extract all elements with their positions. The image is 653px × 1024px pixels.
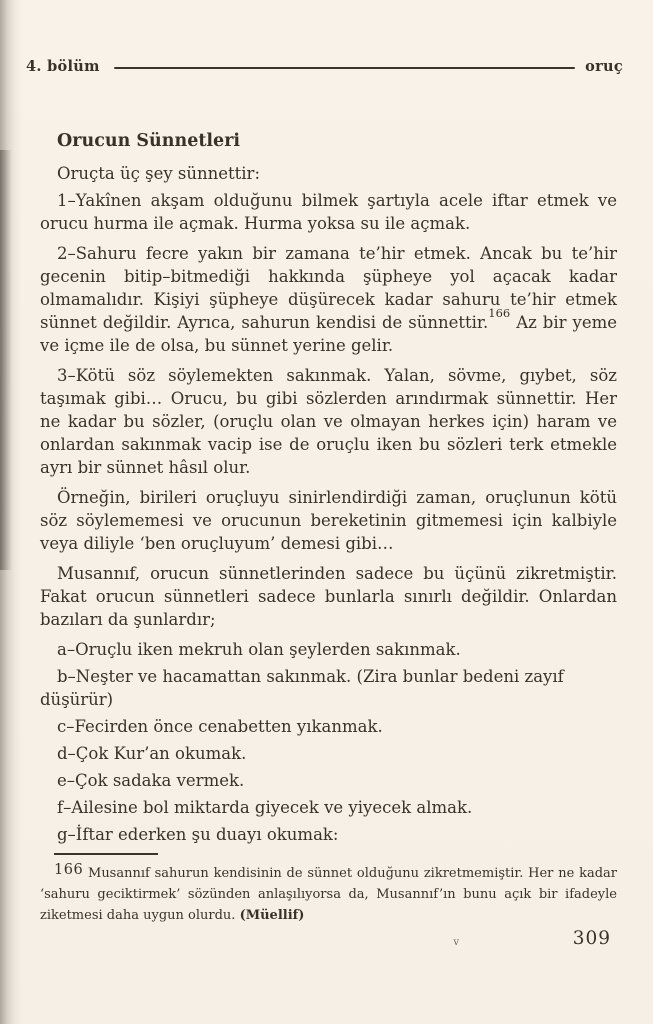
scan-binding-shadow-dark <box>0 150 12 570</box>
paragraph-3-text: 3–Kötü söz söylemekten sakınmak. Yalan, sövme, gıybet, söz taşımak gibi… Orucu, bu gibi sözlerden arındırmak sünnettir. Her ne kadar bu sözler, (oruçlu olan ve olmayan herkes için) haram ve onlardan sakınmak vacip ise de oruçlu iken bu sözleri terk etmekle ayrı bir sünnet hâsıl olur. <box>40 366 617 477</box>
list-item-g: g–İftar ederken şu duayı okumak: <box>57 825 339 844</box>
paragraph-2-text: 2–Sahuru fecre yakın bir zamana te’hir etmek. Ancak bu te’hir gecenin bitip–bitmediği hakkında şüpheye yol açacak kadar olmamalıdır. Kişiyi şüpheye düşürecek kadar sahuru te’hir etmek sünnet değildir. Ayrıca, sahurun kendisi de sünnettir. <box>40 244 617 332</box>
section-heading: Orucun Sünnetleri <box>57 131 241 151</box>
chapter-label: 4. bölüm <box>26 58 100 75</box>
paragraph-4-text: Örneğin, birileri oruçluyu sinirlendirdiği zaman, oruçlunun kötü söz söylememesi ve orucunun bereketinin gitmemesi için kalbiyle veya diliyle ‘ben oruçluyum’ demesi gibi… <box>40 488 617 553</box>
footnote-divider <box>54 853 158 855</box>
paragraph-2-text-after: Az bir yeme ve içme ile de olsa, bu sünnet yerine gelir. <box>40 313 617 355</box>
footnote-reference-166: 166 <box>488 305 511 320</box>
footnote-block <box>40 853 617 926</box>
page-number: 309 <box>572 928 611 949</box>
paragraph-5 <box>40 562 617 631</box>
page-content <box>40 130 617 850</box>
paragraph-5-text: Musannıf, orucun sünnetlerinden sadece bu üçünü zikretmiştir. Fakat orucun sünnetleri sadece bunlarla sınırlı değildir. Onlardan bazıları da şunlardır; <box>40 564 617 629</box>
paragraph-1-text: 1–Yakînen akşam olduğunu bilmek şartıyla acele iftar etmek ve orucu hurma ile açmak. Hurma yoksa su ile açmak. <box>40 191 617 233</box>
topic-label: oruç <box>585 58 623 75</box>
paragraph-3 <box>40 364 617 479</box>
list-item-c: c–Fecirden önce cenabetten yıkanmak. <box>57 717 383 736</box>
footnote-text: Musannıf sahurun kendisinin de sünnet olduğunu zikretmemiştir. Her ne kadar ‘sahuru geciktirmek’ sözünden anlaşılıyorsa da, Musannıf’ın bunu açık bir ifadeyle ziketmesi daha uygun olurdu. <box>40 866 617 923</box>
page-footer <box>0 928 611 949</box>
intro-line: Oruçta üç şey sünnettir: <box>57 164 261 183</box>
paragraph-2 <box>40 242 617 357</box>
paragraph-4 <box>40 486 617 555</box>
footnote-166 <box>40 863 617 926</box>
footnote-author: (Müellif) <box>239 908 305 923</box>
print-mark: v <box>453 937 459 948</box>
list-item-e: e–Çok sadaka vermek. <box>57 771 245 790</box>
list-item-d: d–Çok Kur’an okumak. <box>57 744 247 763</box>
list-item-a: a–Oruçlu iken mekruh olan şeylerden sakınmak. <box>57 640 461 659</box>
header-rule <box>114 67 575 69</box>
paragraph-1 <box>40 189 617 235</box>
running-header <box>26 58 623 75</box>
footnote-number: 166 <box>54 862 84 878</box>
scan-binding-shadow <box>0 0 22 1024</box>
list-item-f: f–Ailesine bol miktarda giyecek ve yiyecek almak. <box>57 798 473 817</box>
list-item-b: b–Neşter ve hacamattan sakınmak. (Zira bunlar bedeni zayıf düşürür) <box>40 667 564 709</box>
